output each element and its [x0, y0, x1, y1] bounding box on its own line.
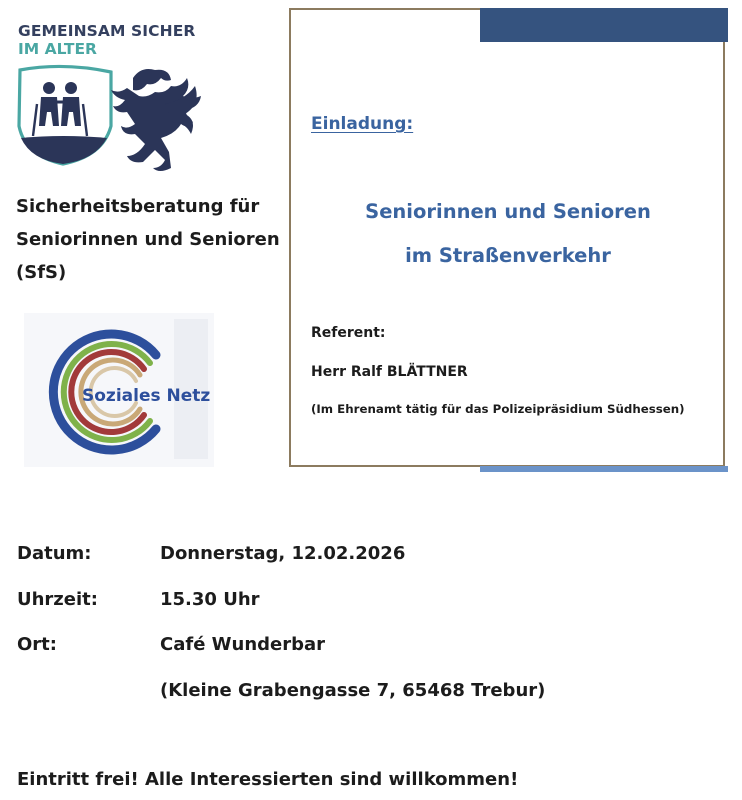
- speaker-label: Referent:: [311, 325, 386, 341]
- invitation-top-bar: [480, 8, 728, 42]
- address-value: (Kleine Grabengasse 7, 65468 Trebur): [160, 680, 546, 701]
- time-label: Uhrzeit:: [17, 589, 98, 610]
- soziales-netz-label: Soziales Netz: [82, 386, 211, 406]
- brand-subtitle: IM ALTER: [18, 40, 97, 58]
- program-line-1: Sicherheitsberatung für: [16, 196, 260, 217]
- date-value: Donnerstag, 12.02.2026: [160, 543, 406, 564]
- invitation-box: [289, 8, 725, 467]
- invitation-bottom-bar: [480, 466, 728, 472]
- date-label: Datum:: [17, 543, 92, 564]
- time-value: 15.30 Uhr: [160, 589, 260, 610]
- program-line-2: Seniorinnen und Senioren: [16, 229, 280, 250]
- invitation-heading: Einladung:: [311, 114, 414, 134]
- topic-line-2: im Straßenverkehr: [405, 244, 611, 267]
- seniors-shield-lion-icon: [15, 64, 205, 174]
- soziales-netz-logo: [24, 313, 214, 467]
- brand-title: GEMEINSAM SICHER: [18, 22, 196, 40]
- place-value: Café Wunderbar: [160, 634, 326, 655]
- topic-line-1: Seniorinnen und Senioren: [365, 200, 651, 223]
- closing-note: Eintritt frei! Alle Interessierten sind willkommen!: [17, 769, 519, 790]
- program-name: [16, 190, 284, 289]
- speaker-note: (Im Ehrenamt tätig für das Polizeipräsidium Südhessen): [311, 402, 685, 416]
- speaker-name: Herr Ralf BLÄTTNER: [311, 364, 468, 380]
- place-label: Ort:: [17, 634, 57, 655]
- brand-logo-text: [18, 22, 218, 58]
- program-line-3: (SfS): [16, 262, 67, 283]
